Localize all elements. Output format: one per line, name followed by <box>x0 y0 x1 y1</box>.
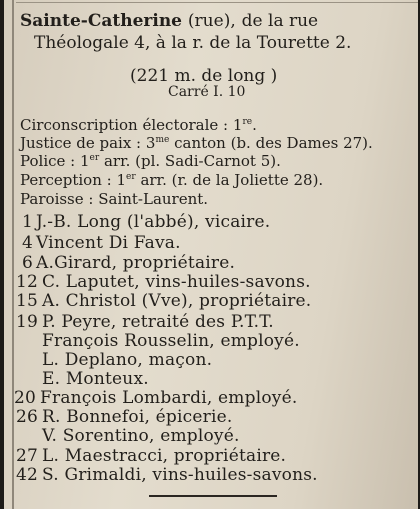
street-name: Sainte-Catherine <box>20 11 182 31</box>
directory-page <box>4 0 418 509</box>
list-item <box>16 446 286 466</box>
resident-text: A. Christol (Vve), propriétaire. <box>42 291 312 311</box>
list-item <box>42 426 240 446</box>
police-line: Police : 1er arr. (pl. Sadi-Carnot 5). <box>20 152 281 170</box>
house-number: 42 <box>16 465 39 485</box>
list-item <box>16 465 318 485</box>
list-item <box>22 233 181 253</box>
resident-text: J.-B. Long (l'abbé), vicaire. <box>36 212 271 232</box>
resident-text: A.Girard, propriétaire. <box>36 253 236 273</box>
margin-rule <box>12 0 14 509</box>
list-item <box>22 212 270 232</box>
house-number: 26 <box>16 407 39 427</box>
top-rule <box>16 2 418 3</box>
list-item <box>16 272 311 292</box>
house-number: 20 <box>14 388 37 408</box>
resident-text: François Lombardi, employé. <box>40 388 298 408</box>
street-from: de la rue <box>241 11 319 31</box>
paroisse-line: Paroisse : Saint-Laurent. <box>20 190 209 208</box>
resident-text: P. Peyre, retraité des P.T.T. <box>42 312 274 332</box>
resident-text: C. Laputet, vins-huiles-savons. <box>42 272 311 292</box>
house-number: 6 <box>22 253 34 273</box>
list-item <box>16 291 311 311</box>
list-item <box>22 253 235 273</box>
house-number: 27 <box>16 446 39 466</box>
street-type: (rue), <box>187 11 236 31</box>
street-length: (221 m. de long ) <box>130 66 278 86</box>
resident-text: V. Sorentino, employé. <box>42 426 240 446</box>
section-separator <box>149 495 277 497</box>
list-item <box>16 407 232 427</box>
list-item <box>42 331 300 351</box>
resident-text: François Rousselin, employé. <box>42 331 300 351</box>
list-item <box>14 388 297 408</box>
justice-line: Justice de paix : $3^{me}$ canton (b. des Dames 27). <box>20 134 373 152</box>
house-number: 4 <box>22 233 34 253</box>
list-item <box>16 312 274 332</box>
list-item <box>42 369 149 389</box>
resident-text: R. Bonnefoi, épicerie. <box>42 407 233 427</box>
house-number: 19 <box>16 312 39 332</box>
resident-text: L. Maestracci, propriétaire. <box>42 446 287 466</box>
house-number: 1 <box>22 212 34 232</box>
circonscription-line: Circonscription électorale : 1re. <box>20 116 257 134</box>
resident-text: E. Monteux. <box>42 369 149 389</box>
list-item <box>42 350 212 370</box>
house-number: 15 <box>16 291 39 311</box>
perception-line: Perception : 1er arr. (r. de la Joliette 28). <box>20 171 324 189</box>
resident-text: L. Deplano, maçon. <box>42 350 213 370</box>
house-number: 12 <box>16 272 39 292</box>
resident-text: Vincent Di Fava. <box>36 233 181 253</box>
street-carre: Carré I. 10 <box>168 84 246 100</box>
street-heading <box>20 11 318 31</box>
resident-text: S. Grimaldi, vins-huiles-savons. <box>42 465 318 485</box>
street-extent: Théologale 4, à la r. de la Tourette 2. <box>34 33 352 53</box>
